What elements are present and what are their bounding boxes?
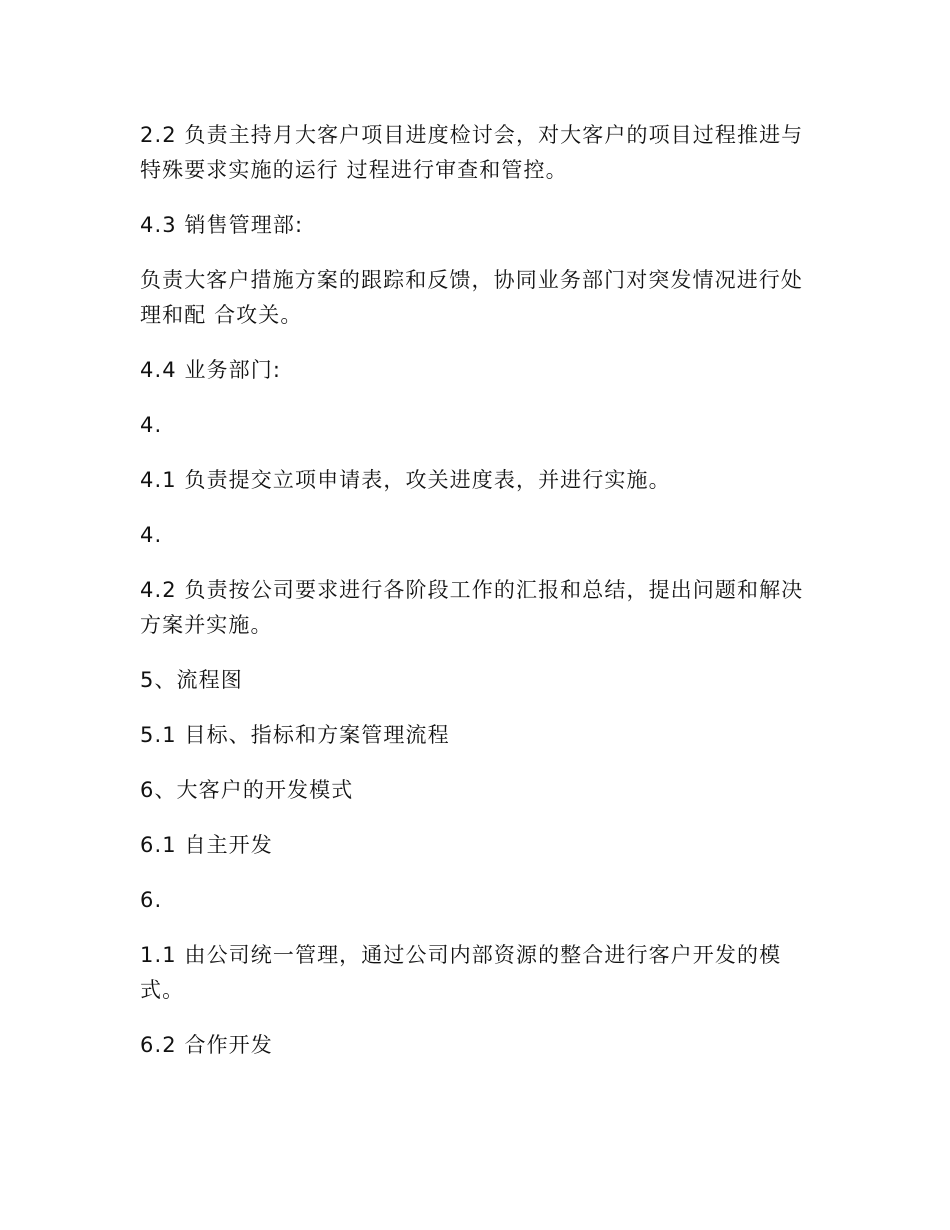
paragraph-number-fragment: 6. (140, 888, 163, 912)
heading-5-flowchart: 5、流程图 (140, 668, 243, 692)
paragraph-4-1-submit-application: 4.1 负责提交立项申请表，攻关进度表，并进行实施。 (140, 468, 671, 492)
document-body (140, 118, 810, 1083)
paragraph-1-1-unified-management: 1.1 由公司统一管理，通过公司内部资源的整合进行客户开发的模式。 (140, 943, 782, 1002)
paragraph-4-2-report-summary: 4.2 负责按公司要求进行各阶段工作的汇报和总结，提出问题和解决方案并实施。 (140, 578, 804, 637)
paragraph-number-fragment: 4. (140, 523, 163, 547)
heading-6-development-mode: 6、大客户的开发模式 (140, 778, 354, 802)
heading-6-2-cooperative-development: 6.2 合作开发 (140, 1033, 273, 1057)
paragraph-sales-management-duty: 负责大客户措施方案的跟踪和反馈，协同业务部门对突发情况进行处理和配 合攻关。 (140, 268, 803, 327)
heading-4-4-business-departments: 4.4 业务部门: (140, 358, 282, 382)
heading-4-3-sales-management: 4.3 销售管理部: (140, 213, 304, 237)
paragraph-2-2-monthly-review: 2.2 负责主持月大客户项目进度检讨会，对大客户的项目过程推进与特殊要求实施的运行 过程进行审查和管控。 (140, 123, 804, 182)
heading-5-1-management-process: 5.1 目标、指标和方案管理流程 (140, 723, 450, 747)
paragraph-number-fragment: 4. (140, 413, 163, 437)
heading-6-1-self-development: 6.1 自主开发 (140, 833, 273, 857)
